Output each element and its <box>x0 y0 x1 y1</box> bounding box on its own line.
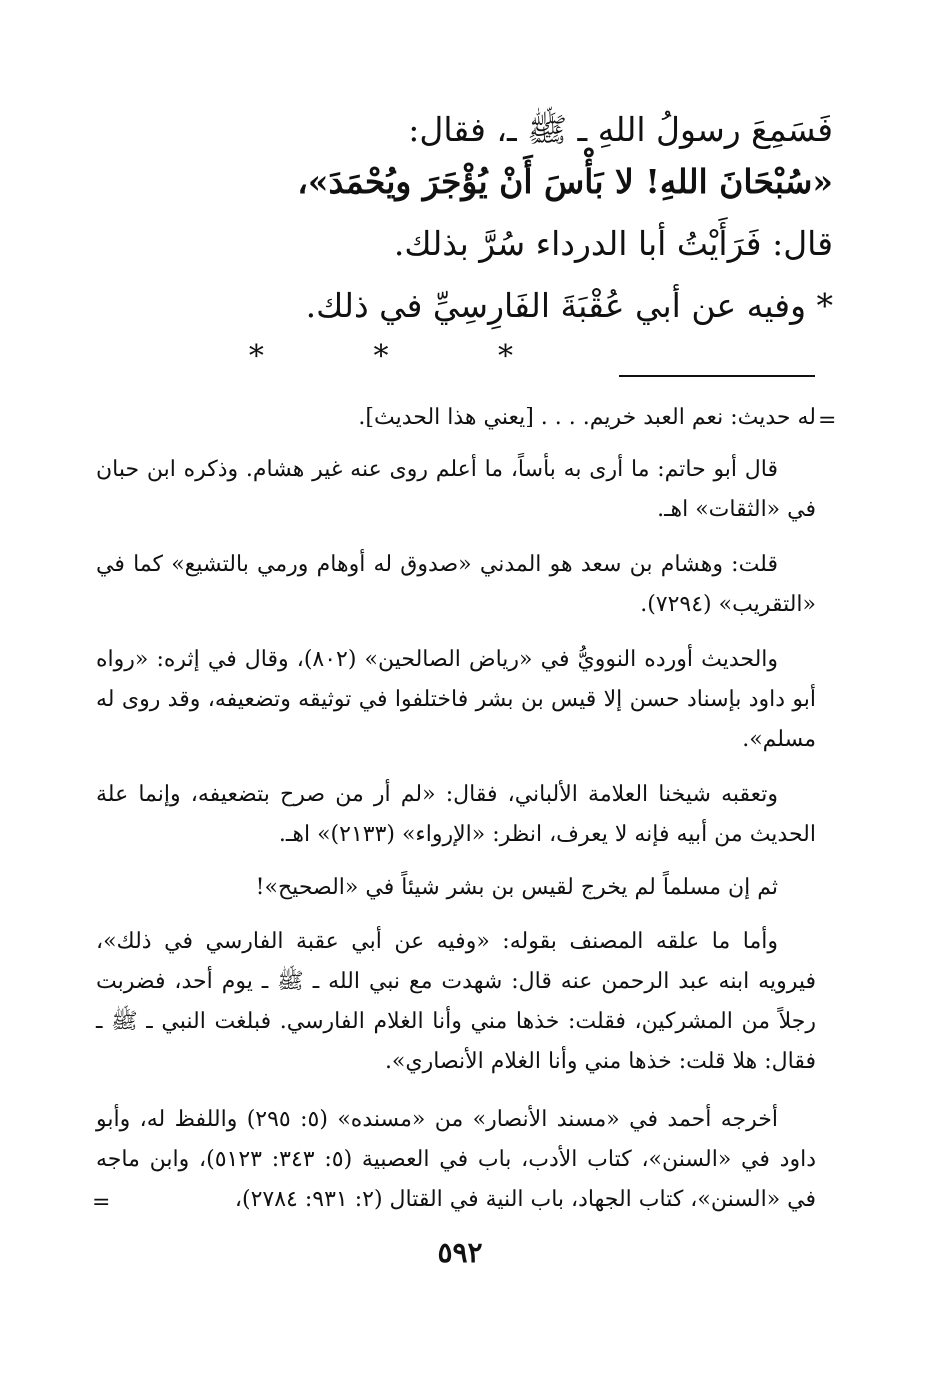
main-text-line-1: فَسَمِعَ رسولُ اللهِ ـ ﷺ ـ، فقال: <box>408 110 833 149</box>
footnote-paragraph-8: أخرجه أحمد في «مسند الأنصار» من «مسنده» (٥: ٢٩٥) واللفظ له، وأبو داود في «السنن»، كتاب الأدب، باب في العصبية (٥: ٣٤٣: ٥١٢٣)، وابن ماجه في «السنن»، كتاب الجهاد، باب النية في القتال (٢: ٩٣١: ٢٧٨٤)، <box>96 1107 816 1212</box>
footnote-paragraph-5: وتعقبه شيخنا العلامة الألباني، فقال: «لم أر من صرح بتضعيفه، وإنما علة الحديث من أبيه فإنه لا يعرف، انظر: «الإرواء» (٢١٣٣)» اهـ. <box>96 782 816 847</box>
footnote-paragraph-2: قال أبو حاتم: ما أرى به بأساً، ما أعلم روى عنه غير هشام. وذكره ابن حبان في «الثقات» اهـ. <box>96 457 816 522</box>
main-text-line-4: * وفيه عن أبي عُقْبَةَ الفَارِسِيِّ في ذلك. <box>305 286 833 325</box>
main-text-line-2-quote: «سُبْحَانَ اللهِ! لا بَأْسَ أَنْ يُؤْجَرَ ويُحْمَدَ»، <box>297 162 833 201</box>
footnote-paragraph-3: قلت: وهشام بن سعد هو المدني «صدوق له أوهام ورمي بالتشيع» كما في «التقريب» (٧٢٩٤). <box>96 552 816 617</box>
page-number: ٥٩٢ <box>437 1236 483 1269</box>
footnote-divider <box>619 375 815 377</box>
footnote-paragraph-7: وأما ما علقه المصنف بقوله: «وفيه عن أبي عقبة الفارسي في ذلك»، فيرويه ابنه عبد الرحمن عنه قال: شهدت مع نبي الله ـ ﷺ ـ يوم أحد، فضربت رجلاً من المشركين، فقلت: خذها مني وأنا الغلام الفارسي. فبلغت النبي ـ ﷺ ـ فقال: هلا قلت: خذها مني وأنا الغلام الأنصاري». <box>96 929 816 1074</box>
footnote-continuation-mark-bottom: = <box>92 1190 111 1215</box>
footnote-paragraph-6: ثم إن مسلماً لم يخرج لقيس بن بشر شيئاً في «الصحيح»! <box>255 875 778 900</box>
footnote-paragraph-4: والحديث أورده النوويُّ في «رياض الصالحين» (٨٠٢)، وقال في إثره: «رواه أبو داود بإسناد حسن إلا قيس بن بشر فاختلفوا في توثيقه وتضعيفه، وقد روى له مسلم». <box>96 647 816 752</box>
footnote-paragraph-1: له حديث: نعم العبد خريم. . . . [يعني هذا الحديث]. <box>358 405 816 430</box>
main-text-line-3: قال: فَرَأَيْتُ أبا الدرداء سُرَّ بذلك. <box>393 224 833 263</box>
section-separator-stars: * * * <box>248 339 563 374</box>
footnote-continuation-mark-top: = <box>818 408 837 433</box>
